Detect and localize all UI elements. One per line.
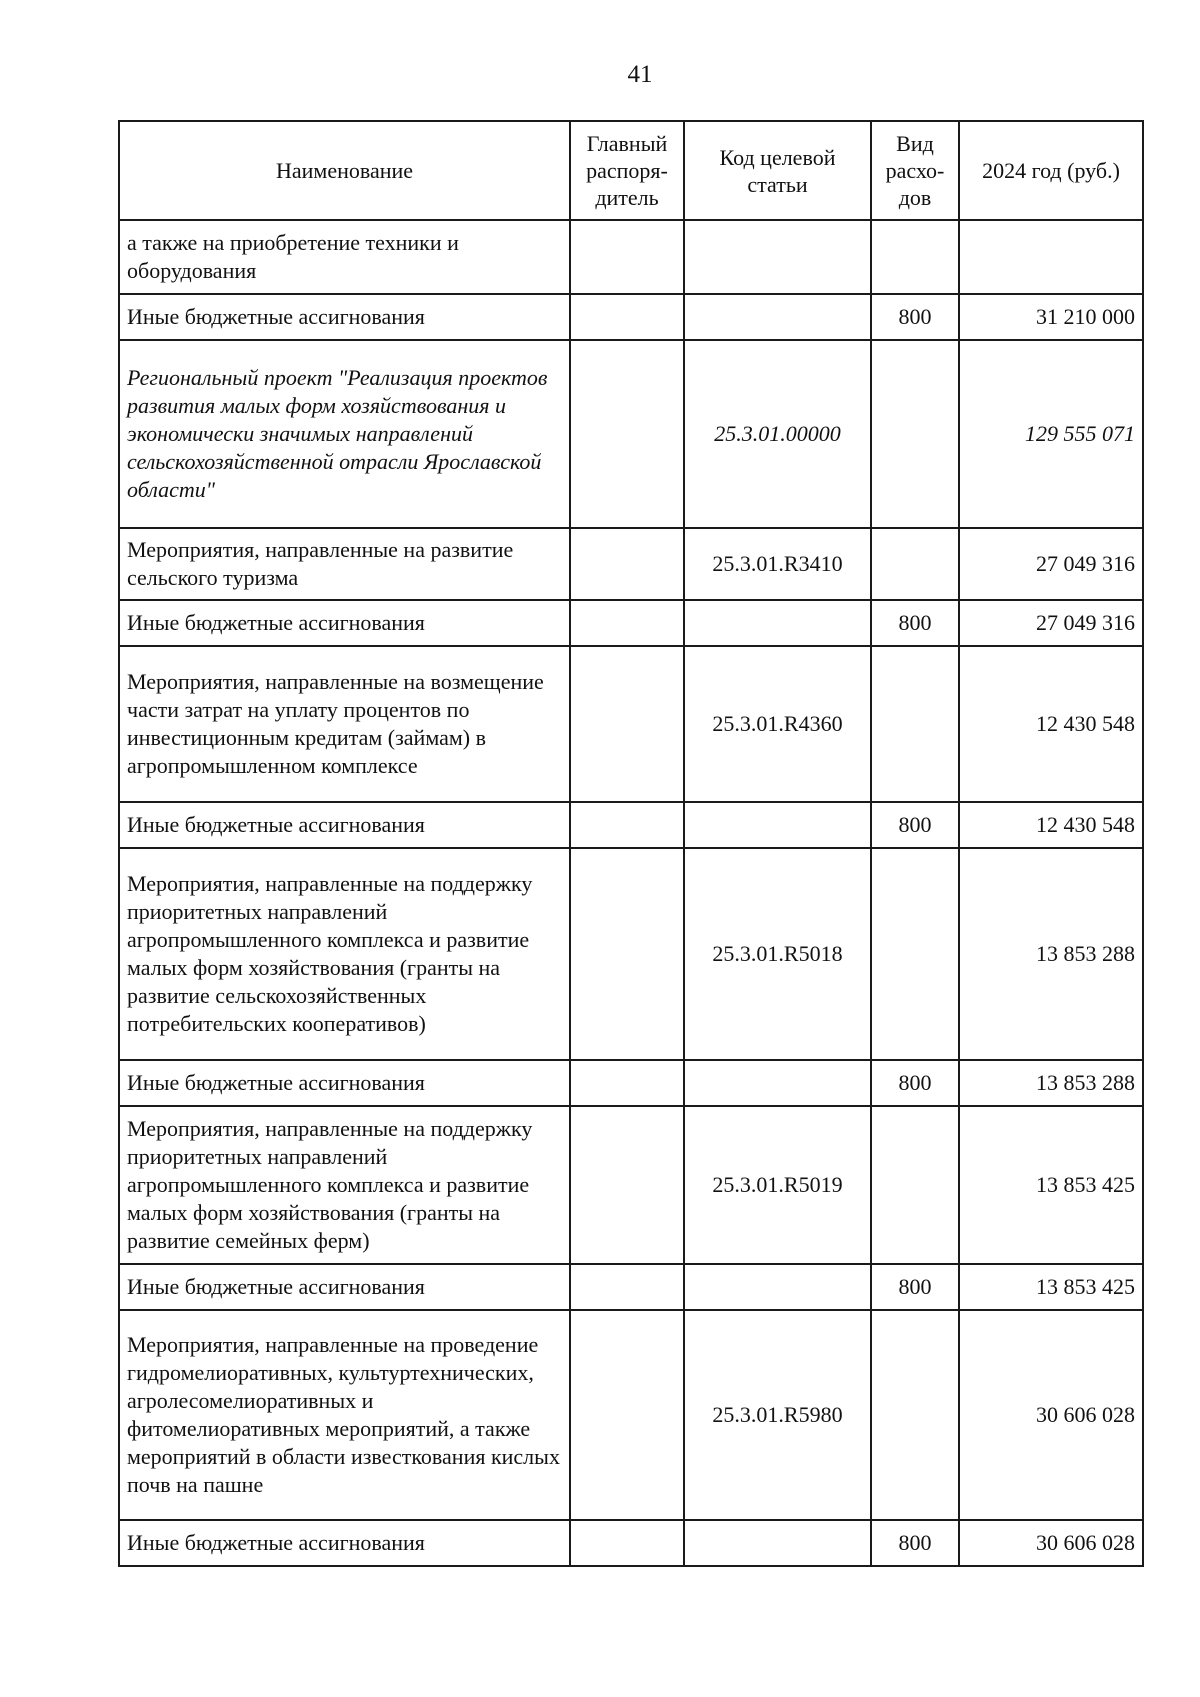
table-row: [119, 220, 1143, 294]
row-expense-type: 800: [871, 1060, 959, 1106]
row-amount: 30 606 028: [959, 1310, 1143, 1520]
row-amount: [959, 220, 1143, 294]
header-name: Наименование: [119, 121, 570, 220]
table-row: [119, 1060, 1143, 1106]
row-expense-type: 800: [871, 1264, 959, 1310]
row-name: Иные бюджетные ассигнования: [119, 600, 570, 646]
row-name: Иные бюджетные ассигнования: [119, 1060, 570, 1106]
row-target-code: 25.3.01.R3410: [684, 528, 871, 600]
row-target-code: 25.3.01.R5980: [684, 1310, 871, 1520]
table-row: [119, 802, 1143, 848]
header-target-code: Код целевой статьи: [684, 121, 871, 220]
row-main-manager: [570, 1060, 684, 1106]
row-main-manager: [570, 646, 684, 802]
row-main-manager: [570, 1106, 684, 1264]
row-target-code: [684, 600, 871, 646]
row-main-manager: [570, 1264, 684, 1310]
row-name: Иные бюджетные ассигнования: [119, 1520, 570, 1566]
row-expense-type: [871, 528, 959, 600]
row-main-manager: [570, 340, 684, 528]
row-name: а также на приобретение техники и оборудования: [119, 220, 570, 294]
table-row: [119, 1264, 1143, 1310]
row-expense-type: 800: [871, 600, 959, 646]
row-amount: 12 430 548: [959, 646, 1143, 802]
row-main-manager: [570, 528, 684, 600]
row-main-manager: [570, 848, 684, 1060]
table-row: [119, 848, 1143, 1060]
row-expense-type: 800: [871, 1520, 959, 1566]
row-amount: 13 853 425: [959, 1106, 1143, 1264]
row-target-code: [684, 294, 871, 340]
row-name: Иные бюджетные ассигнования: [119, 294, 570, 340]
row-amount: 13 853 288: [959, 1060, 1143, 1106]
table-header-row: [119, 121, 1143, 220]
row-expense-type: 800: [871, 802, 959, 848]
row-amount: 31 210 000: [959, 294, 1143, 340]
row-main-manager: [570, 802, 684, 848]
row-name: Мероприятия, направленные на поддержку приоритетных направлений агропромышленного комплекса и развитие малых форм хозяйствования (гранты на развитие семейных ферм): [119, 1106, 570, 1264]
row-name: Мероприятия, направленные на развитие сельского туризма: [119, 528, 570, 600]
row-amount: 30 606 028: [959, 1520, 1143, 1566]
row-expense-type: [871, 1310, 959, 1520]
page-number: 41: [627, 61, 653, 88]
row-target-code: 25.3.01.R5018: [684, 848, 871, 1060]
row-main-manager: [570, 600, 684, 646]
row-expense-type: [871, 1106, 959, 1264]
row-amount: 27 049 316: [959, 600, 1143, 646]
row-name: Иные бюджетные ассигнования: [119, 1264, 570, 1310]
header-expense-type: Вид расхо-дов: [871, 121, 959, 220]
row-target-code: 25.3.01.R5019: [684, 1106, 871, 1264]
row-name: Иные бюджетные ассигнования: [119, 802, 570, 848]
table-row: [119, 340, 1143, 528]
row-target-code: [684, 1060, 871, 1106]
header-year: 2024 год (руб.): [959, 121, 1143, 220]
row-expense-type: [871, 646, 959, 802]
row-main-manager: [570, 1310, 684, 1520]
table-row: [119, 1520, 1143, 1566]
row-target-code: [684, 802, 871, 848]
row-target-code: 25.3.01.R4360: [684, 646, 871, 802]
row-name: Мероприятия, направленные на поддержку приоритетных направлений агропромышленного комплекса и развитие малых форм хозяйствования (гранты на развитие сельскохозяйственных потребительских кооперативов): [119, 848, 570, 1060]
row-amount: 12 430 548: [959, 802, 1143, 848]
row-target-code: 25.3.01.00000: [684, 340, 871, 528]
row-expense-type: [871, 340, 959, 528]
row-expense-type: [871, 848, 959, 1060]
row-amount: 129 555 071: [959, 340, 1143, 528]
row-name: Региональный проект "Реализация проектов развития малых форм хозяйствования и экономически значимых направлений сельскохозяйственной отрасли Ярославской области": [119, 340, 570, 528]
row-main-manager: [570, 1520, 684, 1566]
row-amount: 13 853 288: [959, 848, 1143, 1060]
table-row: [119, 1106, 1143, 1264]
row-amount: 13 853 425: [959, 1264, 1143, 1310]
table-row: [119, 1310, 1143, 1520]
row-target-code: [684, 220, 871, 294]
row-target-code: [684, 1264, 871, 1310]
row-amount: 27 049 316: [959, 528, 1143, 600]
table-row: [119, 294, 1143, 340]
table-row: [119, 646, 1143, 802]
row-name: Мероприятия, направленные на проведение гидромелиоративных, культуртехнических, агролесомелиоративных и фитомелиоративных мероприятий, а также мероприятий в области известкования кислых почв на пашне: [119, 1310, 570, 1520]
table-row: [119, 528, 1143, 600]
row-target-code: [684, 1520, 871, 1566]
table-row: [119, 600, 1143, 646]
row-expense-type: 800: [871, 294, 959, 340]
header-main-manager: Главный распоря-дитель: [570, 121, 684, 220]
row-main-manager: [570, 294, 684, 340]
budget-table: [118, 120, 1144, 1567]
row-expense-type: [871, 220, 959, 294]
row-name: Мероприятия, направленные на возмещение части затрат на уплату процентов по инвестиционным кредитам (займам) в агропромышленном комплексе: [119, 646, 570, 802]
row-main-manager: [570, 220, 684, 294]
